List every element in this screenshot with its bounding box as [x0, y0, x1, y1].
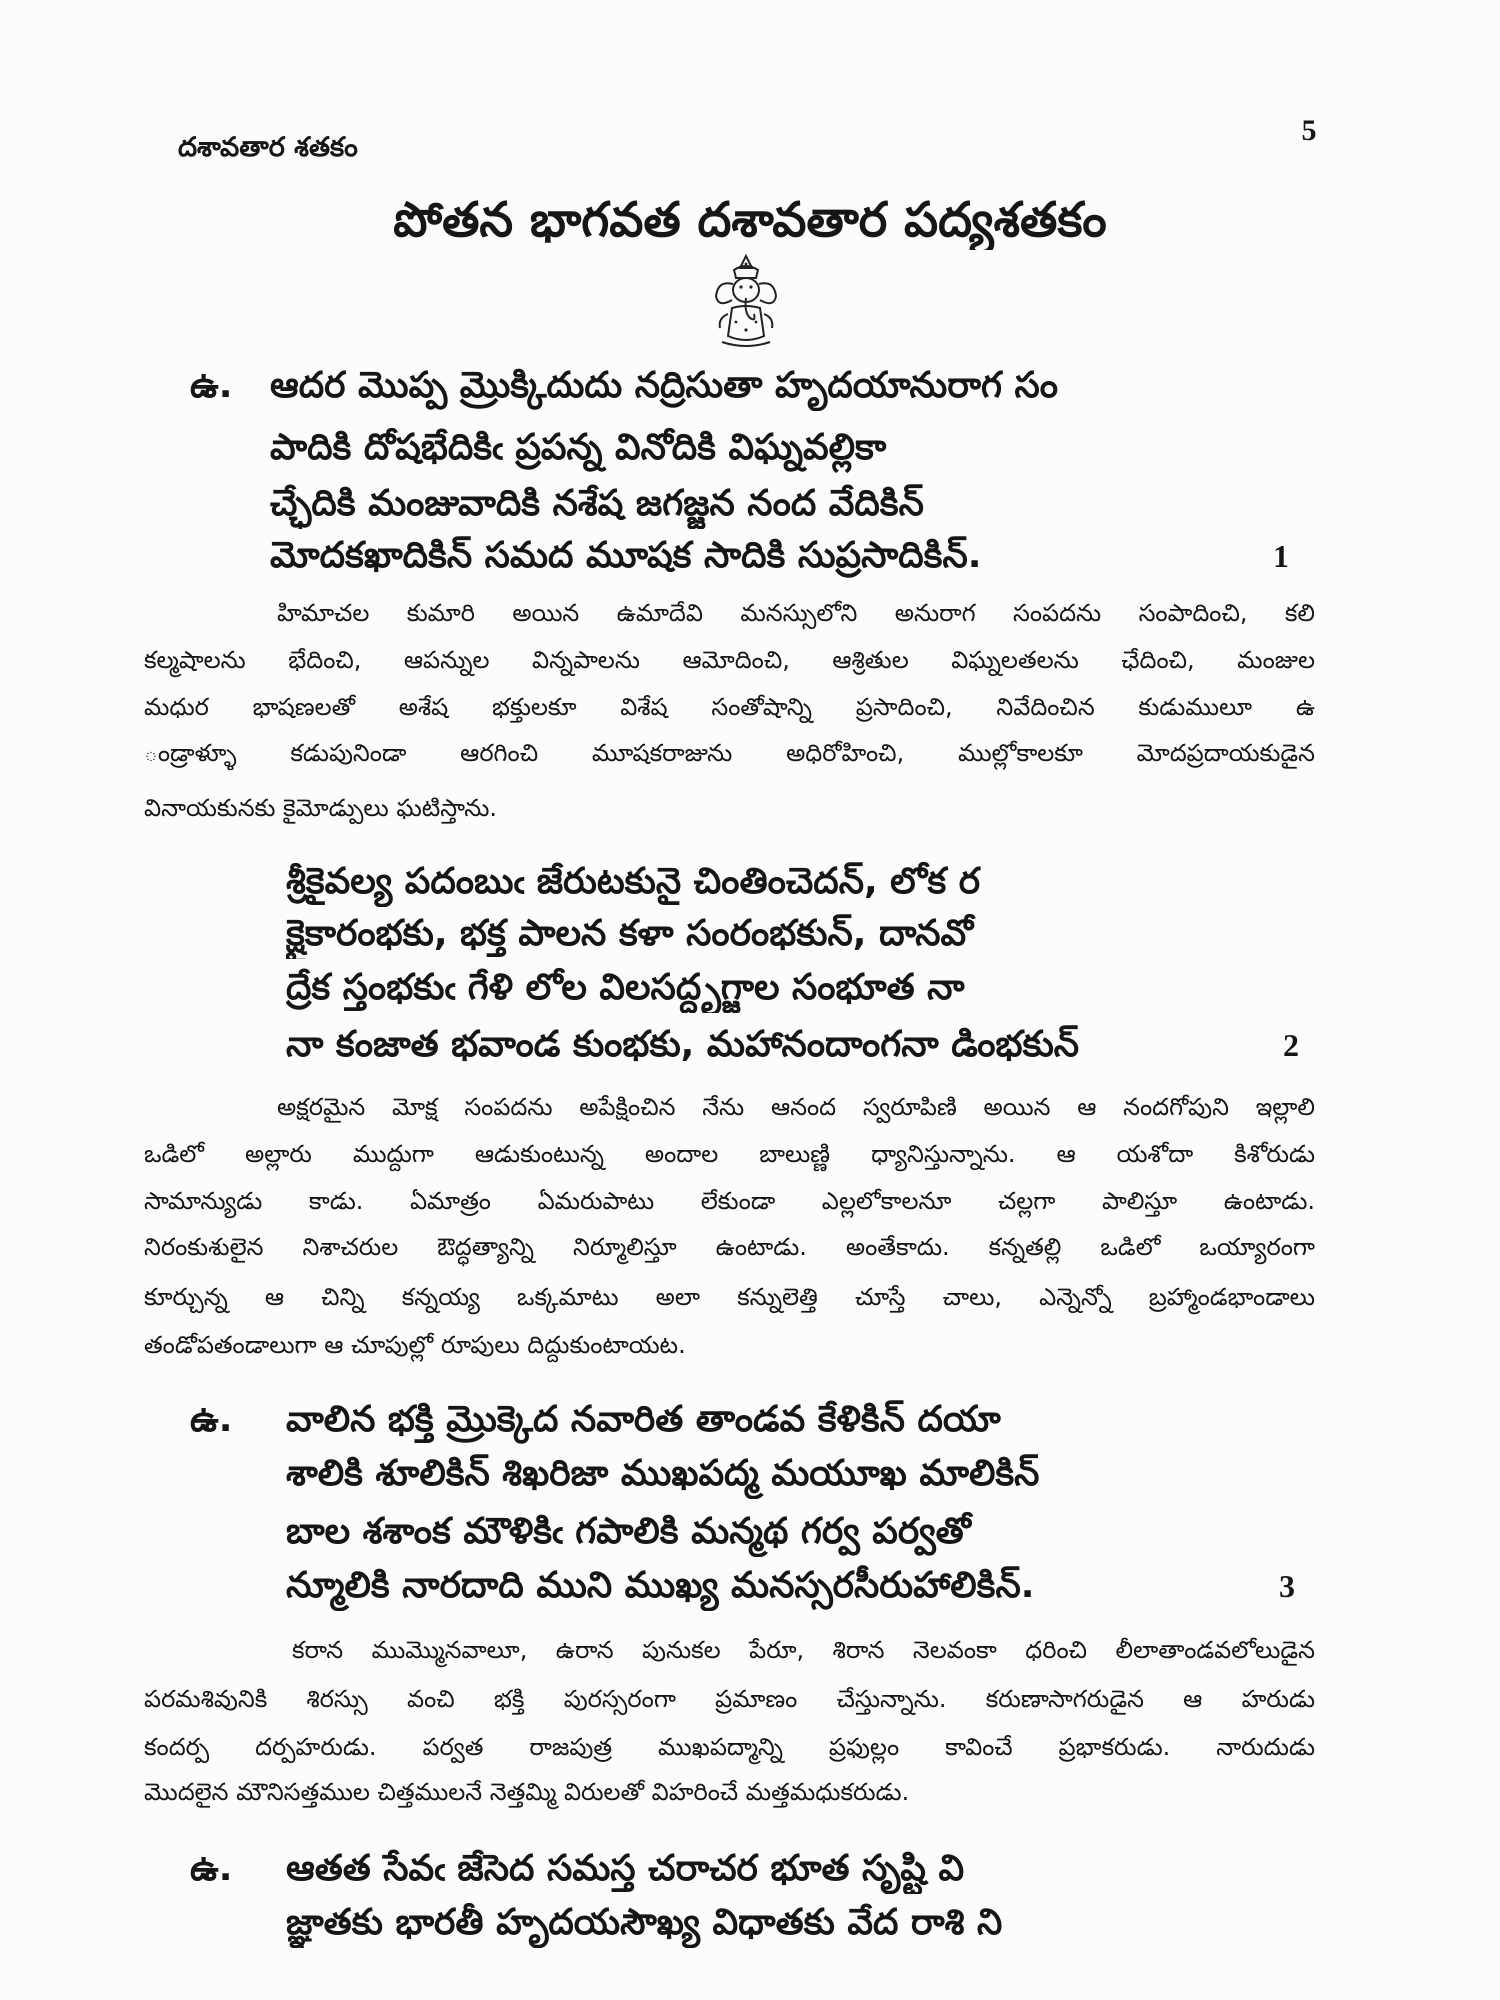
verse-2-line-1: శ్రీకైవల్య పదంబుఁ జేరుటకునై చింతించెదన్, లోక ర — [286, 861, 981, 902]
page-title: పోతన భాగవత దశావతార పద్యశతకం — [393, 192, 1107, 248]
commentary-2-line-1: అక్షరమైన మోక్ష సంపదను అపేక్షించిన నేను ఆనంద స్వరూపిణి అయిన ఆ నందగోపుని ఇల్లాలి — [277, 1093, 1315, 1121]
commentary-2-line-3: సామాన్యుడు కాడు. ఏమాత్రం ఏమరుపాటు లేకుండా ఎల్లలోకాలనూ చల్లగా పాలిస్తూ ఉంటాడు. — [144, 1187, 1315, 1215]
verse-4-meter: ఉ. — [190, 1848, 233, 1889]
page-number: 5 — [1301, 114, 1317, 147]
commentary-1-line-1: హిమాచల కుమారి అయిన ఉమాదేవి మనస్సులోని అనురాగ సంపదను సంపాదించి, కలి — [277, 599, 1315, 627]
verse-3-line-1: వాలిన భక్తి మ్రొక్కెద నవారిత తాండవ కేళికిన్ దయా — [286, 1399, 1001, 1440]
running-title: దశావతార శతకం — [178, 132, 358, 163]
verse-1-line-3: చ్ఛేదికి మంజువాదికి నశేష జగజ్జన నంద వేదికిన్ — [270, 483, 924, 524]
right-ear — [759, 283, 776, 303]
commentary-1-line-4: ండ్రాళ్ళూ కడుపునిండా ఆరగించి మూషకరాజును అధిరోహించి, ముల్లోకాలకూ మోదప్రదాయకుడైన — [144, 739, 1315, 767]
commentary-1-line-2: కల్మషాలను భేదించి, ఆపన్నుల విన్నపాలను ఆమోదించి, ఆశ్రితుల విఘ్నలతలను ఛేదించి, మంజుల — [144, 646, 1315, 674]
verse-1-meter: ఉ. — [190, 365, 233, 406]
verse-2-number: 2 — [1283, 1027, 1299, 1063]
commentary-2-line-5: కూర్చున్న ఆ చిన్ని కన్నయ్య ఒక్కమాటు అలా కన్నులెత్తి చూస్తే చాలు, ఎన్నెన్నో బ్రహ్మాండభాండాలు — [144, 1283, 1315, 1311]
base — [722, 342, 770, 346]
commentary-3-line-1: కరాన ముమ్మొనవాలూ, ఉరాన పునుకల పేరూ, శిరాన నెలవంకా ధరించి లీలాతాండవలోలుడైన — [292, 1636, 1315, 1664]
right-arm — [764, 314, 772, 328]
verse-2-line-2: క్షైకారంభకు, భక్త పాలన కళా సంరంభకున్, దానవో — [286, 913, 974, 954]
commentary-2-line-4: నిరంకుశులైన నిశాచరుల ఔద్ధత్యాన్ని నిర్మూలిస్తూ ఉంటాడు. అంతేకాదు. కన్నతల్లి ఒడిలో ఒయ్యారంగా — [144, 1233, 1315, 1261]
verse-1-line-1: ఆదర మొప్ప మ్రొక్కిదుదు నద్రిసుతా హృదయానురాగ సం — [270, 365, 1058, 406]
verse-3-meter: ఉ. — [190, 1399, 233, 1440]
commentary-2-line-2: ఒడిలో అల్లారు ముద్దుగా ఆడుకుంటున్న అందాల బాలుణ్ణి ధ్యానిస్తున్నాను. ఆ యశోదా కిశోరుడు — [144, 1140, 1315, 1168]
commentary-3-line-4: మొదలైన మౌనిసత్తముల చిత్తములనే నెత్తమ్మి విరులతో విహరించే మత్తమధుకరుడు. — [144, 1778, 910, 1806]
commentary-1-line-5: వినాయకునకు కైమోడ్పులు ఘటిస్తాను. — [144, 794, 498, 822]
verse-2-line-3: ద్రేక స్తంభకుఁ గేళి లోల విలసద్దృగ్జాల సంభూత నా — [286, 967, 965, 1008]
verse-1-line-4: మోదకఖాదికిన్ సమద మూషక సాదికి సుప్రసాదికిన్. — [270, 535, 982, 576]
verse-4-line-2: జ్ఞాతకు భారతీ హృదయసౌఖ్య విధాతకు వేద రాశి ని — [286, 1902, 1003, 1943]
verse-3-number: 3 — [1279, 1568, 1295, 1604]
verse-4-line-1: ఆతత సేవఁ జేసెద సమస్త చరాచర భూత సృష్టి వి — [286, 1848, 965, 1889]
commentary-1-line-3: మధుర భాషణలతో అశేష భక్తులకూ విశేష సంతోషాన్ని ప్రసాదించి, నివేదించిన కుడుములూ ఉ — [144, 693, 1315, 721]
verse-3-line-4: న్మూలికి నారదాది ముని ముఖ్య మనస్సరసీరుహాలికిన్. — [286, 1565, 1035, 1606]
left-ear — [716, 283, 733, 303]
verse-1-line-2: పాదికి దోషభేదికిఁ ప్రపన్న వినోదికి విఘ్నవల్లికా — [270, 427, 887, 468]
left-arm — [720, 314, 728, 328]
verse-3-line-3: బాల శశాంక మౌళికిఁ గపాలికి మన్మథ గర్వ పర్వతో — [286, 1511, 971, 1552]
commentary-3-line-3: కందర్ప దర్పహరుడు. పర్వత రాజపుత్ర ముఖపద్మాన్ని ప్రఫుల్లం కావించే ప్రభాకరుడు. నారుదుడు — [144, 1733, 1315, 1761]
commentary-2-line-6: తండోపతండాలుగా ఆ చూపుల్లో రూపులు దిద్దుకుంటాయట. — [144, 1331, 686, 1359]
verse-1-number: 1 — [1273, 538, 1289, 574]
verse-3-line-2: శాలికి శూలికిన్ శిఖరిజా ముఖపద్మ మయూఖ మాలికిన్ — [286, 1453, 1040, 1494]
ganesha-icon — [704, 252, 788, 352]
verse-2-line-4: నా కంజాత భవాండ కుంభకు, మహానందాంగనా డింభకున్ — [286, 1024, 1080, 1065]
commentary-3-line-2: పరమశివునికి శిరస్సు వంచి భక్తి పురస్సరంగా ప్రమాణం చేస్తున్నాను. కరుణాసాగరుడైన ఆ హరుడు — [144, 1685, 1315, 1713]
